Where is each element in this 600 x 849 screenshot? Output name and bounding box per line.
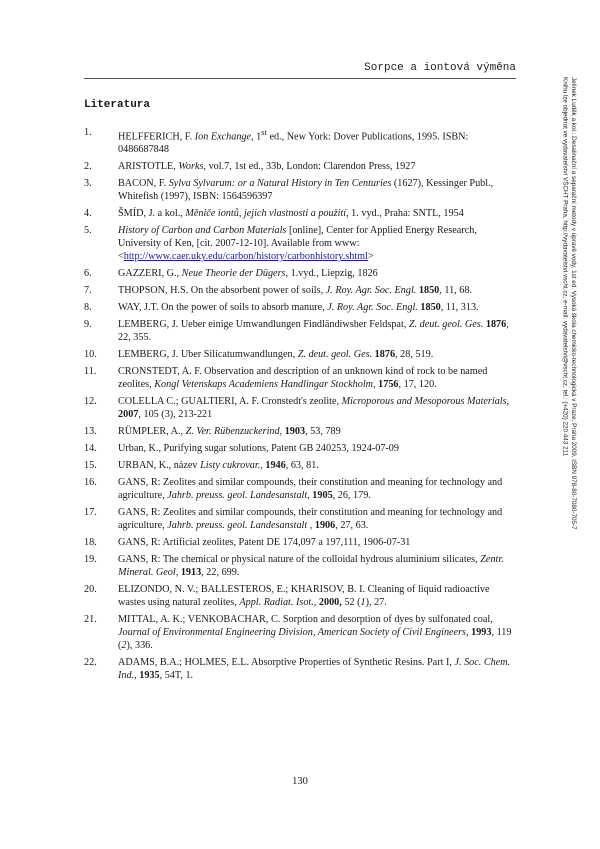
- reference-number: 17.: [84, 507, 97, 519]
- reference-number: 22.: [84, 657, 97, 669]
- reference-item: [84, 348, 516, 361]
- reference-number: 19.: [84, 554, 97, 566]
- section-heading: Literatura: [84, 99, 151, 111]
- reference-number: 11.: [84, 366, 97, 378]
- reference-number: 7.: [84, 285, 92, 297]
- reference-item: [84, 126, 516, 156]
- reference-text: LEMBERG, J. Uber Silicatumwandlungen, Z. deut. geol. Ges. 1876, 28, 519.: [118, 349, 434, 361]
- side-note-line-2: Knihu lze objednat ve vydavatelství VŠCHT Praha, http://vydavatelstvi.vscht.cz, e-mail: vydavatelstvi@vscht.cz, tel.: (+420) 220 443 211: [561, 77, 569, 457]
- reference-item: [84, 224, 516, 263]
- reference-item: [84, 583, 516, 609]
- reference-number: 12.: [84, 396, 97, 408]
- reference-number: 10.: [84, 349, 97, 361]
- reference-text: GANS, R: Zeolites and similar compounds, their constitution and meaning for technology and agriculture, Jahrb. preuss. geol. Landesanstalt , 1906, 27, 63.: [118, 507, 503, 532]
- reference-number: 5.: [84, 225, 92, 237]
- reference-text: HELFFERICH, F. Ion Exchange, 1st ed., New York: Dover Publications, 1995. ISBN: 0486687848: [118, 127, 469, 156]
- page-number: 130: [292, 776, 308, 787]
- side-note-line-1: Jelínek Luděk a kol.: Desalinační a separační metody v úpravě vody, 1st ed. Vysoká škola chemicko-technologická v Praze, Praha 2009, ISBN 978-80-7080-705-7: [570, 77, 577, 530]
- reference-text: History of Carbon and Carbon Materials [online], Center for Applied Energy Research, University of Ken, [cit. 2007-12-10]. Available from www: <http://www.caer.uky.edu/carbon/history/carbonhistory.shtml>: [118, 225, 477, 263]
- reference-number: 3.: [84, 178, 92, 190]
- reference-number: 15.: [84, 460, 97, 472]
- reference-item: [84, 656, 516, 682]
- reference-item: [84, 160, 516, 173]
- reference-number: 9.: [84, 319, 92, 331]
- reference-text: URBAN, K., název Listy cukrovar., 1946, 63, 81.: [118, 460, 319, 472]
- reference-text: GAZZERI, G., Neue Theorie der Dügers, 1.vyd., Liepzig, 1826: [118, 268, 378, 280]
- reference-item: [84, 506, 516, 532]
- reference-number: 20.: [84, 584, 97, 596]
- reference-item: [84, 476, 516, 502]
- reference-item: [84, 301, 516, 314]
- reference-number: 1.: [84, 127, 92, 138]
- reference-text: GANS, R: The chemical or physical nature of the colloidal hydrous aluminium silicates, Zentr. Mineral. Geol, 1913, 22, 699.: [118, 554, 504, 579]
- reference-text: BACON, F. Sylva Sylvarum: or a Natural History in Ten Centuries (1627), Kessinger Publ., Whitefish (1997), ISBN: 1564596397: [118, 178, 494, 203]
- reference-text: WAY, J.T. On the power of soils to absorb manure, J. Roy. Agr. Soc. Engl. 1850, 11, 313.: [118, 302, 479, 314]
- reference-number: 18.: [84, 537, 97, 549]
- reference-text: CRONSTEDT, A. F. Observation and description of an unknown kind of rock to be named zeolites, Kongl Vetenskaps Academiens Handlingar Stockholm, 1756, 17, 120.: [118, 366, 488, 391]
- reference-text: RÜMPLER, A., Z. Ver. Rübenzuckerind, 1903, 53, 789: [118, 426, 341, 438]
- reference-text: ADAMS, B.A.; HOLMES, E.L. Absorptive Properties of Synthetic Resins. Part I, J. Soc. Chem. Ind., 1935, 54T, 1.: [118, 657, 511, 682]
- reference-number: 13.: [84, 426, 97, 438]
- reference-item: [84, 284, 516, 297]
- reference-item: [84, 459, 516, 472]
- reference-item: [84, 395, 516, 421]
- reference-number: 6.: [84, 268, 92, 280]
- reference-text: GANS, R: Zeolites and similar compounds, their constitution and meaning for technology and agriculture, Jahrb. preuss. geol. Landesanstalt, 1905, 26, 179.: [118, 477, 503, 502]
- reference-list: [84, 126, 516, 686]
- reference-text: GANS, R: Artificial zeolites, Patent DE 174,097 a 197,111, 1906-07-31: [118, 537, 411, 549]
- reference-text: ARISTOTLE, Works, vol.7, 1st ed., 33b, London: Clarendon Press, 1927: [118, 161, 416, 173]
- reference-item: [84, 613, 516, 652]
- reference-number: 2.: [84, 161, 92, 173]
- side-note: [560, 77, 577, 530]
- reference-number: 8.: [84, 302, 92, 314]
- reference-number: 4.: [84, 208, 92, 220]
- reference-text: LEMBERG, J. Ueber einige Umwandlungen Findländiwsher Feldspat, Z. deut. geol. Ges. 1876, 22, 355.: [118, 319, 509, 344]
- reference-item: [84, 365, 516, 391]
- reference-item: [84, 177, 516, 203]
- running-header-title: Sorpce a iontová výměna: [364, 62, 516, 74]
- reference-number: 14.: [84, 443, 97, 455]
- reference-number: 16.: [84, 477, 97, 489]
- reference-item: [84, 267, 516, 280]
- reference-text: ELIZONDO, N. V.; BALLESTEROS, E.; KHARISOV, B. I. Cleaning of liquid radioactive wastes using natural zeolites, Appl. Radiat. Isot., 2000, 52 (1), 27.: [118, 584, 490, 609]
- reference-text: MITTAL, A. K.; VENKOBACHAR, C. Sorption and desorption of dyes by sulfonated coal, Journal of Environmental Engineering Division, American Society of Civil Engineers, 1993, 119 (2), 336.: [118, 614, 512, 652]
- reference-item: [84, 442, 516, 455]
- reference-item: [84, 425, 516, 438]
- reference-item: [84, 318, 516, 344]
- reference-text: Urban, K., Purifying sugar solutions, Patent GB 240253, 1924-07-09: [118, 443, 399, 455]
- reference-number: 21.: [84, 614, 97, 626]
- reference-text: ŠMÍD, J. a kol., Měniče iontů, jejich vlastnosti a použití, 1. vyd., Praha: SNTL, 1954: [118, 208, 464, 220]
- reference-item: [84, 536, 516, 549]
- reference-item: [84, 553, 516, 579]
- reference-url-link[interactable]: http://www.caer.uky.edu/carbon/history/carbonhistory.shtml: [123, 251, 368, 263]
- reference-text: COLELLA C.; GUALTIERI, A. F. Cronstedt's zeolite, Microporous and Mesoporous Materials, 2007, 105 (3), 213-221: [118, 396, 510, 421]
- running-header: [84, 64, 516, 79]
- reference-text: THOPSON, H.S. On the absorbent power of soils, J. Roy. Agr. Soc. Engl. 1850, 11, 68.: [118, 285, 472, 297]
- reference-item: [84, 207, 516, 220]
